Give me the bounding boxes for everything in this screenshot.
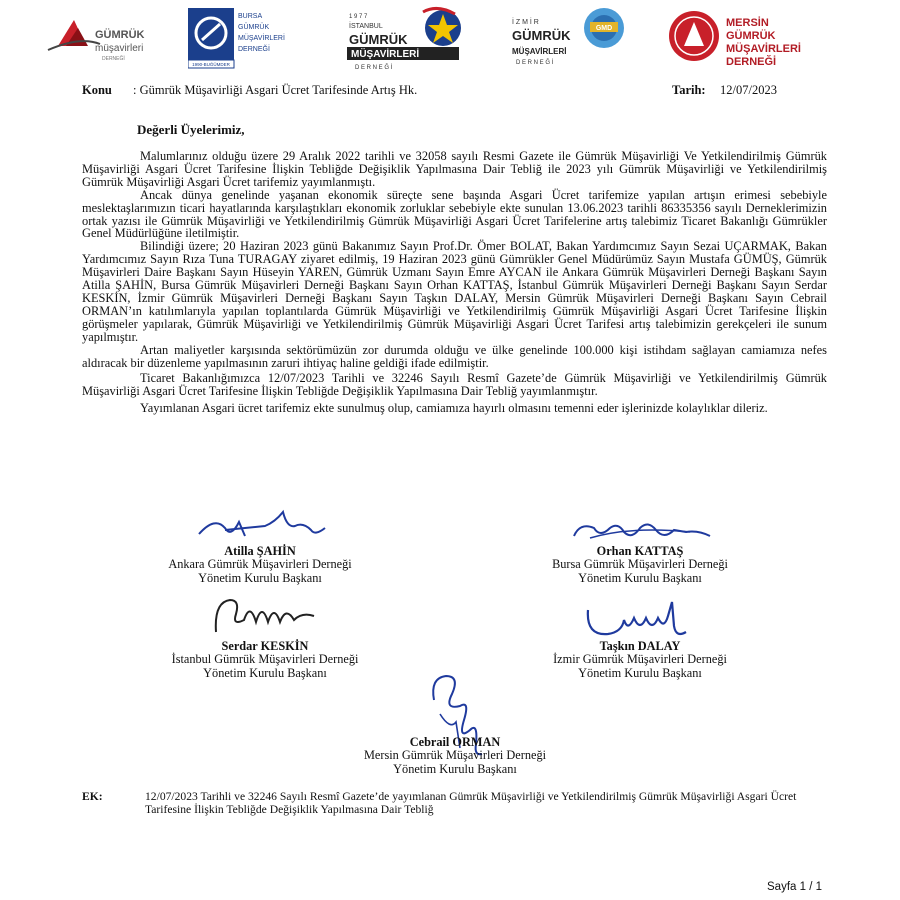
logo-gumruk-musavirleri (40, 6, 150, 74)
logo5-line2: GÜMRÜK (726, 30, 776, 42)
logo3-line3: D E R N E Ğ İ (355, 65, 393, 71)
logo2-line1: BURSA (238, 13, 263, 20)
signatory-dalay (505, 640, 775, 680)
logo4-line2: MÜŞAVİRLERİ (512, 47, 567, 56)
logo-istanbul (345, 6, 465, 74)
signatory-name: Atilla ŞAHİN (224, 544, 296, 558)
attachment-label: EK: (82, 790, 103, 803)
logo-mersin (668, 6, 808, 74)
paragraph: Yayımlanan Asgari ücret tarifemiz ekte sunulmuş olup, camiamıza hayırlı olmasını temenni eder işlerinizde kolaylıklar dileriz. (140, 401, 768, 416)
logo2-line4: DERNEĞİ (238, 46, 270, 53)
logo1-line1: GÜMRÜK (95, 29, 145, 41)
signatory-org: Mersin Gümrük Müşavirleri Derneği (363, 748, 547, 763)
logo4-badge: GMD (595, 25, 613, 32)
logo4-line1: GÜMRÜK (512, 28, 571, 43)
signatory-name: Taşkın DALAY (599, 639, 681, 653)
paragraph: Ticaret Bakanlığımızca 12/07/2023 Tarihli ve 32246 Sayılı Resmî Gazete’de Gümrük Müşavirliği ve Yetkilendirilmiş Gümrük Müşavirliği Asgari Ücret Tarifesine İlişkin Tebliğde Değişiklik Yapılmasına Dair Tebliğ yayımlanmıştır. (82, 371, 827, 399)
tarih-value: 12/07/2023 (720, 83, 777, 97)
signatory-orman (315, 736, 595, 776)
signature-dalay (582, 596, 692, 642)
signatory-keskin (125, 640, 405, 680)
signature-keskin (210, 592, 320, 640)
logo5-line4: DERNEĞİ (726, 56, 777, 68)
letter-body (82, 150, 827, 415)
logo3-city: İSTANBUL (349, 23, 383, 30)
signatory-org: Ankara Gümrük Müşavirleri Derneği (168, 557, 352, 572)
tarih-label: Tarih: (672, 83, 706, 97)
attachment-text: 12/07/2023 Tarihli ve 32246 Sayılı Resmî Gazete’de yayımlanan Gümrük Müşavirliği ve Yetkilendirilmiş Gümrük Müşavirliği Asgari Ücret Tarifesine İlişkin Tebliğde Değişiklik Yapılmasına Dair Tebliğ (145, 790, 797, 816)
logo3-year: 1 9 7 7 (349, 14, 368, 20)
logo2-year: 1990-BUĞÜMDER (192, 62, 230, 67)
konu-label: Konu (82, 83, 112, 97)
paragraph: Bilindiği üzere; 20 Haziran 2023 günü Bakanımız Sayın Prof.Dr. Ömer BOLAT, Bakan Yardımcımız Sayın Sezai UÇARMAK, Bakan Yardımcımız Sayın Rıza Tuna TURAGAY ziyaret edilmiş, 19 Haziran 2023 günü Gümrükler Genel Müdürümüz Sayın Mustafa GÜMÜŞ, Gümrük Müşavirleri Daire Başkanı Sayın Hüseyin YAREN, Gümrük Uzmanı Sayın Emre AYCAN ile Ankara Gümrük Müşavirleri Derneği Başkanı Sayın Atilla ŞAHİN, Bursa Gümrük Müşavirleri Derneği Başkanı Sayın Orhan KATTAŞ, İstanbul Gümrük Müşavirleri Derneği Başkanı Sayın Serdar KESKİN, İzmir Gümrük Müşavirleri Derneği Başkanı Sayın Taşkın DALAY, Mersin Gümrük Müşavirleri Derneği Başkanı Sayın Cebrail ORMAN’ın katılımlarıyla yapılan toplantılarda Gümrük Müşavirliği ve Yetkilendirilmiş Gümrük Müşavirliği Asgari Ücret Tarifesine İlişkin görüşmeler yapılarak, Gümrük Müşavirliği ve Yetkilendirilmiş Gümrük Müşavirliği Asgari Ücret Tarifesi artış talebimizin gerekçeleri ile sunum yapılmıştır. (82, 239, 827, 344)
logo5-line1: MERSİN (726, 17, 769, 29)
signatory-org: İstanbul Gümrük Müşavirleri Derneği (171, 652, 359, 667)
logo1-line2: müşavirleri (95, 43, 144, 54)
signatory-org: Bursa Gümrük Müşavirleri Derneği (552, 557, 728, 572)
signatory-title: Yönetim Kurulu Başkanı (578, 665, 702, 680)
signatory-title: Yönetim Kurulu Başkanı (203, 665, 327, 680)
signatory-org: İzmir Gümrük Müşavirleri Derneği (553, 652, 727, 667)
signatory-title: Yönetim Kurulu Başkanı (198, 570, 322, 585)
signatory-name: Orhan KATTAŞ (596, 544, 684, 558)
logo1-line3: DERNEĞİ (102, 56, 125, 62)
paragraph: Artan maliyetler karşısında sektörümüzün zor durumda olduğu ve ülke genelinde 100.000 kişi istihdam sağlayan camiamıza nefes aldıracak bir düzenleme yapılmasının zaruri ihtiyaç haline geldiği ifade edilmiştir. (82, 342, 827, 370)
logo2-line3: MÜŞAVİRLERİ (238, 35, 285, 42)
logo3-line1: GÜMRÜK (349, 32, 408, 47)
paragraph: Ancak dünya genelinde yaşanan ekonomik süreçte sene başında Asgari Ücret tarifemize yapılan artışın erimesi sebebiyle meslektaşlarımızın ticari hayatlarında karşılaştıkları ekonomik zorluklar sebebiyle ekte sunulan 13.06.2023 tarihli 86335356 sayılı Derneklerimizin ortak yazısı ile Gümrük Müşavirliği ve Yetkilendirilmiş Gümrük Müşavirliği Asgari Ücret Tarifelerine artış talebimiz Ticaret Bakanlığı Gümrükler Genel Müdürlüğüne iletilmiştir. (82, 187, 827, 241)
logo-row (0, 0, 900, 80)
signatory-kattas (510, 545, 770, 585)
logo-izmir (508, 6, 628, 74)
signatory-title: Yönetim Kurulu Başkanı (393, 761, 517, 776)
signatory-name: Cebrail ORMAN (409, 735, 501, 749)
signatory-name: Serdar KESKİN (221, 639, 309, 653)
signatory-sahin (130, 545, 390, 585)
logo2-line2: GÜMRÜK (238, 24, 270, 31)
page-number: Sayfa 1 / 1 (767, 881, 822, 893)
konu-text: : Gümrük Müşavirliği Asgari Ücret Tarifesinde Artış Hk. (133, 83, 418, 97)
logo5-line3: MÜŞAVİRLERİ (726, 43, 801, 55)
logo4-city: İ Z M İ R (512, 19, 539, 26)
paragraph: Malumlarınız olduğu üzere 29 Aralık 2022 tarihli ve 32058 sayılı Resmi Gazete ile Gümrük Müşavirliği Ve Yetkilendirilmiş Gümrük Müşavirliği Asgari Ücret Tarifesine İlişkin Tebliğde Değişiklik Yapılmasına Dair Tebliğ ile 2023 yılı Gümrük Müşavirliği ve Yetkilendirilmiş Gümrük Müşavirliği Asgari Ücret tarifemiz yayımlanmıştı. (82, 149, 827, 189)
greeting: Değerli Üyelerimiz, (137, 122, 245, 137)
logo4-line3: D E R N E Ğ İ (516, 60, 554, 66)
signatory-title: Yönetim Kurulu Başkanı (578, 570, 702, 585)
logo3-line2: MÜŞAVİRLERİ (351, 49, 420, 60)
logo-bursa (188, 6, 288, 74)
signature-sahin (195, 508, 335, 544)
